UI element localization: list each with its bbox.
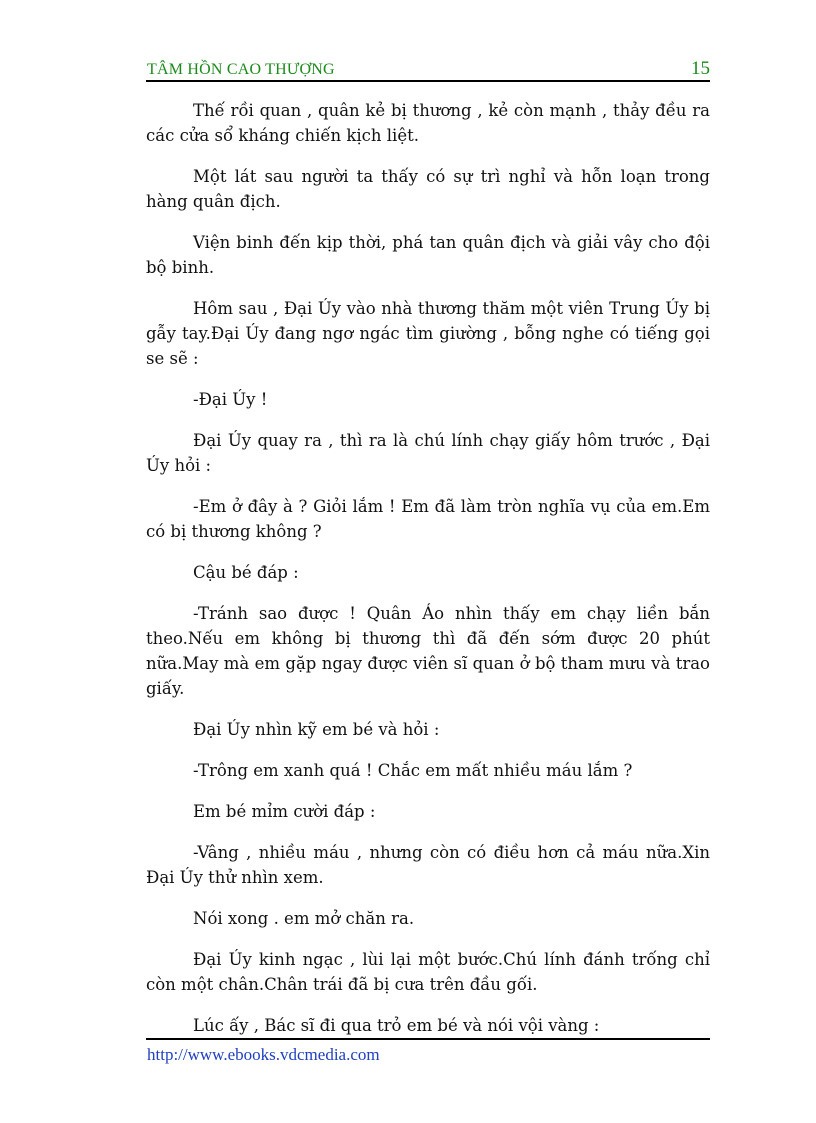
paragraph: Thế rồi quan , quân kẻ bị thương , kẻ còn mạnh , thảy đều ra các cửa sổ kháng chiến kịch liệt. (146, 101, 710, 145)
paragraph: -Vâng , nhiều máu , nhưng còn có điều hơn cả máu nữa.Xin Đại Úy thử nhìn xem. (146, 843, 710, 887)
footer-divider (146, 1038, 710, 1040)
paragraph: Đại Úy nhìn kỹ em bé và hỏi : (193, 720, 440, 739)
book-title: TÂM HỒN CAO THƯỢNG (147, 61, 335, 78)
body-text (146, 98, 710, 1054)
paragraph: Lúc ấy , Bác sĩ đi qua trỏ em bé và nói vội vàng : (193, 1016, 600, 1035)
paragraph: Hôm sau , Đại Úy vào nhà thương thăm một viên Trung Úy bị gẫy tay.Đại Úy đang ngơ ngác tìm giường , bỗng nghe có tiếng gọi se sẽ : (146, 299, 710, 368)
paragraph: Đại Úy quay ra , thì ra là chú lính chạy giấy hôm trước , Đại Úy hỏi : (146, 431, 710, 475)
paragraph: -Đại Úy ! (193, 390, 268, 409)
paragraph: Đại Úy kinh ngạc , lùi lại một bước.Chú lính đánh trống chỉ còn một chân.Chân trái đã bị cưa trên đầu gối. (146, 950, 710, 994)
page-number: 15 (691, 58, 710, 79)
paragraph: Em bé mỉm cười đáp : (193, 802, 376, 821)
paragraph: -Tránh sao được ! Quân Áo nhìn thấy em chạy liền bắn theo.Nếu em không bị thương thì đã đến sớm được 20 phút nữa.May mà em gặp ngay được viên sĩ quan ở bộ tham mưu và trao giấy. (146, 604, 710, 698)
paragraph: Một lát sau người ta thấy có sự trì nghỉ và hỗn loạn trong hàng quân địch. (146, 167, 710, 211)
page-header (146, 58, 710, 82)
paragraph: -Em ở đây à ? Giỏi lắm ! Em đã làm tròn nghĩa vụ của em.Em có bị thương không ? (146, 497, 710, 541)
paragraph: Viện binh đến kịp thời, phá tan quân địch và giải vây cho đội bộ binh. (146, 233, 710, 277)
paragraph: Cậu bé đáp : (193, 563, 299, 582)
paragraph: Nói xong . em mở chăn ra. (193, 909, 415, 928)
footer-link[interactable]: http://www.ebooks.vdcmedia.com (147, 1045, 380, 1064)
paragraph: -Trông em xanh quá ! Chắc em mất nhiều máu lắm ? (193, 761, 633, 780)
